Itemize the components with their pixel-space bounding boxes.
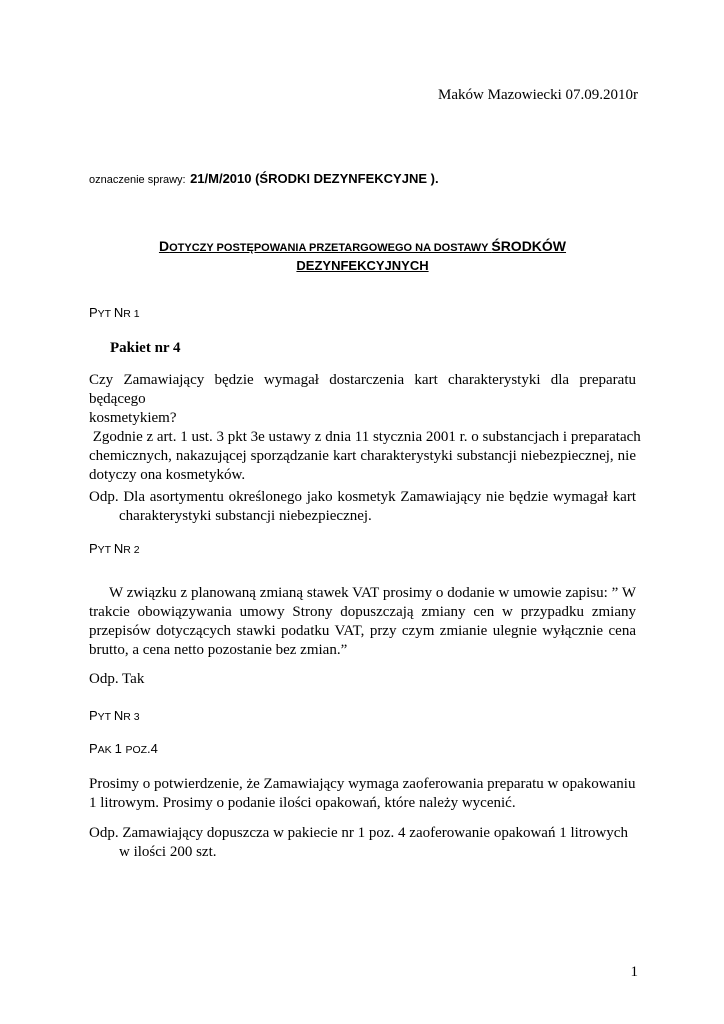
heading-part: P bbox=[89, 708, 98, 723]
heading-part: AK bbox=[97, 744, 115, 756]
question-1-text bbox=[89, 371, 641, 485]
heading-part: P bbox=[89, 305, 98, 320]
text-line: dotyczy ona kosmetyków. bbox=[89, 467, 246, 483]
question-2-text bbox=[89, 584, 636, 660]
text-line: Odp. Dla asortymentu określonego jako kosmetyk Zamawiający nie będzie wymagał kart bbox=[89, 489, 636, 505]
text-line: w ilości 200 szt. bbox=[119, 844, 217, 860]
heading-part: R 3 bbox=[123, 711, 140, 723]
heading-part: YT bbox=[97, 544, 114, 556]
text-line: Odp. Zamawiający dopuszcza w pakiecie nr 1 poz. 4 zaoferowanie opakowań 1 litrowych bbox=[89, 825, 628, 841]
title-line-1-big: ŚRODKÓW bbox=[491, 238, 567, 254]
case-reference bbox=[89, 170, 439, 188]
case-label: oznaczenie sprawy: bbox=[89, 174, 186, 186]
place-date: Maków Mazowiecki 07.09.2010r bbox=[438, 87, 638, 103]
text-line: Prosimy o potwierdzenie, że Zamawiający wymaga zaoferowania preparatu w opakowaniu bbox=[89, 776, 636, 792]
heading-part: N bbox=[113, 541, 124, 556]
answer-2-text: Odp. Tak bbox=[89, 671, 145, 687]
heading-part: YT bbox=[97, 308, 114, 320]
text-line: W związku z planowaną zmianą stawek VAT prosimy o dodanie w umowie zapisu: ” W bbox=[109, 585, 636, 601]
heading-part: POZ bbox=[125, 744, 148, 756]
text-line: brutto, a cena netto pozostanie bez zmian.” bbox=[89, 642, 348, 658]
text-line: przepisów dotyczących stawki podatku VAT, przy czym zmianie ulegnie wyłącznie cena bbox=[89, 623, 636, 639]
page-number: 1 bbox=[630, 964, 638, 980]
heading-part: N bbox=[113, 305, 124, 320]
text-line: Zgodnie z art. 1 ust. 3 pkt 3e ustawy z dnia 11 stycznia 2001 r. o substancjach i preparatach bbox=[89, 429, 641, 445]
text-line: Czy Zamawiający będzie wymagał dostarczenia kart charakterystyki dla preparatu będącego bbox=[89, 372, 636, 407]
answer-3-text bbox=[89, 824, 649, 862]
heading-part: P bbox=[89, 741, 98, 756]
title-line-2: DEZYNFEKCYJNYCH bbox=[296, 258, 429, 273]
heading-part: P bbox=[89, 541, 98, 556]
package-label: Pakiet nr 4 bbox=[110, 340, 181, 356]
title-line-1 bbox=[89, 238, 636, 257]
heading-part: R 1 bbox=[123, 308, 140, 320]
text-line: 1 litrowym. Prosimy o podanie ilości opakowań, które należy wycenić. bbox=[89, 795, 516, 811]
heading-part: R 2 bbox=[123, 544, 140, 556]
question-1-heading bbox=[89, 305, 140, 320]
text-line: charakterystyki substancji niebezpiecznej. bbox=[119, 508, 372, 524]
title-line-1-text: OTYCZY POSTĘPOWANIA PRZETARGOWEGO NA DOSTAWY bbox=[169, 242, 492, 254]
text-line: trakcie obowiązywania umowy Strony dopuszczają zmiany cen w przypadku zmiany bbox=[89, 604, 636, 620]
text-line: chemicznych, nakazującej sporządzanie kart charakterystyki substancji niebezpiecznej, nie bbox=[89, 448, 636, 464]
case-value: 21/M/2010 (ŚRODKI DEZYNFEKCYJNE ). bbox=[190, 171, 439, 186]
heading-part: .4 bbox=[147, 741, 158, 756]
question-3-text bbox=[89, 775, 649, 813]
text-line: kosmetykiem? bbox=[89, 410, 177, 426]
package-position-heading bbox=[89, 741, 158, 756]
heading-part: YT bbox=[97, 711, 114, 723]
heading-part: N bbox=[113, 708, 124, 723]
document-title bbox=[89, 238, 636, 274]
question-3-heading bbox=[89, 708, 140, 723]
question-2-heading bbox=[89, 541, 140, 556]
heading-part: 1 bbox=[114, 741, 126, 756]
answer-1-text bbox=[89, 488, 636, 526]
title-cap-letter: D bbox=[158, 238, 170, 254]
